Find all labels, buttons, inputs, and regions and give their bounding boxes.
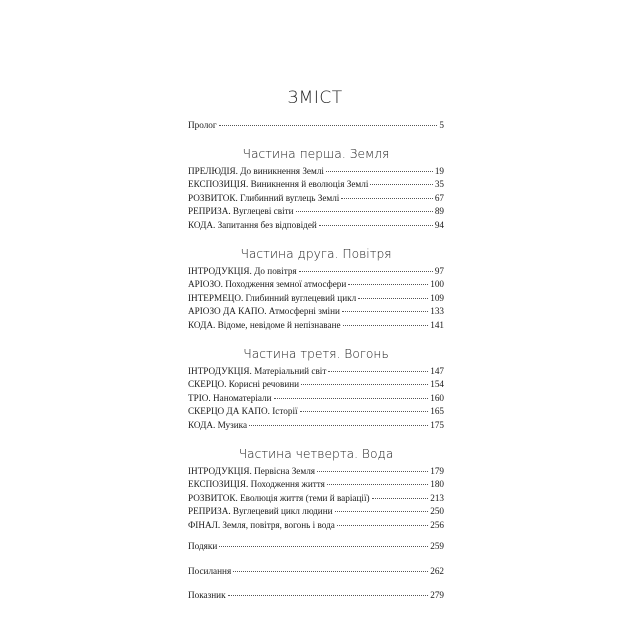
toc-entry-page: 100 [430,279,444,290]
dot-leader [348,284,428,285]
toc-entry[interactable] [188,465,444,479]
part-heading-4: Частина четверта. Вода [238,446,394,461]
dot-leader [249,425,428,426]
dot-leader [372,498,429,499]
dot-leader [317,471,428,472]
toc-entry-page: 256 [430,519,444,530]
part-heading-2: Частина друга. Повітря [240,246,392,261]
toc-entry[interactable] [188,365,444,379]
dot-leader [327,484,428,485]
toc-entry[interactable] [188,219,444,233]
table-of-contents [188,119,444,602]
part-heading-3: Частина третя. Вогонь [243,346,389,361]
toc-entry[interactable] [188,492,444,506]
toc-entry-page: 279 [430,589,444,600]
toc-entry-label: ПРЕЛЮДІЯ. До виникнення Землі [188,165,324,176]
dot-leader [274,398,429,399]
toc-entry-page: 262 [430,565,444,576]
toc-entry[interactable] [188,278,444,292]
toc-entry[interactable] [188,505,444,519]
toc-entry-label: КОДА. Музика [188,419,248,430]
toc-entry-label: АРІОЗО ДА КАПО. Атмосферні зміни [188,306,340,317]
toc-entry-label: ФІНАЛ. Земля, повітря, вогонь і вода [188,519,335,530]
toc-entry[interactable] [188,419,444,433]
toc-entry-page: 94 [434,219,444,230]
toc-entry[interactable] [188,392,444,406]
toc-entry[interactable] [188,165,444,179]
toc-entry-page: 89 [434,206,444,217]
toc-entry-page: 250 [430,506,444,517]
toc-entry-label: ІНТРОДУКЦІЯ. До повітря [188,265,297,276]
toc-entry-page: 180 [430,479,444,490]
toc-entry-page: 35 [434,179,444,190]
toc-entry[interactable] [188,305,444,319]
toc-entry[interactable] [188,319,444,333]
toc-entry-page: 213 [430,492,444,503]
toc-entry[interactable] [188,405,444,419]
toc-entry-page: 160 [430,392,444,403]
toc-entry-label: РОЗВИТОК. Еволюція життя (теми й варіації) [188,492,370,503]
dot-leader [319,225,433,226]
toc-entry[interactable] [188,192,444,206]
toc-entry-prologue[interactable] [188,119,444,133]
toc-entry-label: РЕПРИЗА. Вуглецеві світи [188,206,294,217]
toc-entry-page: 259 [430,541,444,552]
toc-entry-label: СКЕРЦО. Корисні речовини [188,379,300,390]
toc-entry[interactable] [188,478,444,492]
dot-leader [301,384,428,385]
toc-entry-label: ІНТЕРМЕЦО. Глибинний вуглецевий цикл [188,292,357,303]
dot-leader [335,511,429,512]
dot-leader [370,184,432,185]
toc-entry-label: СКЕРЦО ДА КАПО. Історії [188,406,298,417]
toc-entry-page: 97 [434,265,444,276]
toc-entry-page: 133 [430,306,444,317]
toc-entry-label: ТРІО. Наноматеріали [188,392,272,403]
toc-entry-label: РЕПРИЗА. Вуглецевий цикл людини [188,506,333,517]
dot-leader [337,525,428,526]
dot-leader [228,595,429,596]
toc-entry-page: 154 [430,379,444,390]
toc-entry-page: 141 [430,319,444,330]
toc-entry[interactable] [188,265,444,279]
toc-entry-label: Подяки [188,541,218,552]
dot-leader [326,171,433,172]
toc-entry-label: РОЗВИТОК. Глибинний вуглець Землі [188,192,340,203]
toc-entry[interactable] [188,378,444,392]
toc-title: ЗМІСТ [287,88,343,108]
dot-leader [296,211,433,212]
toc-entry-page: 175 [430,419,444,430]
toc-entry-label: ІНТРОДУКЦІЯ. Первісна Земля [188,465,316,476]
toc-entry-label: АРІОЗО. Походження земної атмосфери [188,279,347,290]
toc-entry-label: Показник [188,589,226,600]
dot-leader [219,546,428,547]
toc-entry-acknowledgements[interactable] [188,540,444,554]
toc-entry-page: 147 [430,365,444,376]
dot-leader [328,371,428,372]
toc-entry-label: Пролог [188,120,217,130]
dot-leader [342,311,428,312]
toc-entry-label: КОДА. Запитання без відповідей [188,219,317,230]
toc-entry-page: 19 [434,165,444,176]
toc-entry[interactable] [188,292,444,306]
dot-leader [300,411,429,412]
dot-leader [358,298,428,299]
toc-entry-label: ЕКСПОЗИЦІЯ. Виникнення й еволюція Землі [188,179,369,190]
toc-entry-page: 165 [430,406,444,417]
toc-entry-page: 67 [434,192,444,203]
toc-entry[interactable] [188,178,444,192]
toc-entry-label: ІНТРОДУКЦІЯ. Матеріальний світ [188,365,327,376]
toc-entry-page: 109 [430,292,444,303]
toc-entry[interactable] [188,205,444,219]
back-matter [188,540,444,602]
dot-leader [219,125,438,126]
toc-entry-label: ЕКСПОЗИЦІЯ. Походження життя [188,479,325,490]
toc-entry[interactable] [188,519,444,533]
toc-entry-label: КОДА. Відоме, невідоме й непізнаване [188,319,341,330]
toc-entry-references[interactable] [188,565,444,579]
toc-entry-index[interactable] [188,589,444,603]
dot-leader [341,198,432,199]
dot-leader [233,571,428,572]
part-heading-1: Частина перша. Земля [242,146,390,161]
toc-entry-page: 179 [430,465,444,476]
toc-entry-page: 5 [439,120,444,130]
dot-leader [299,271,433,272]
dot-leader [343,325,429,326]
toc-entry-label: Посилання [188,565,232,576]
